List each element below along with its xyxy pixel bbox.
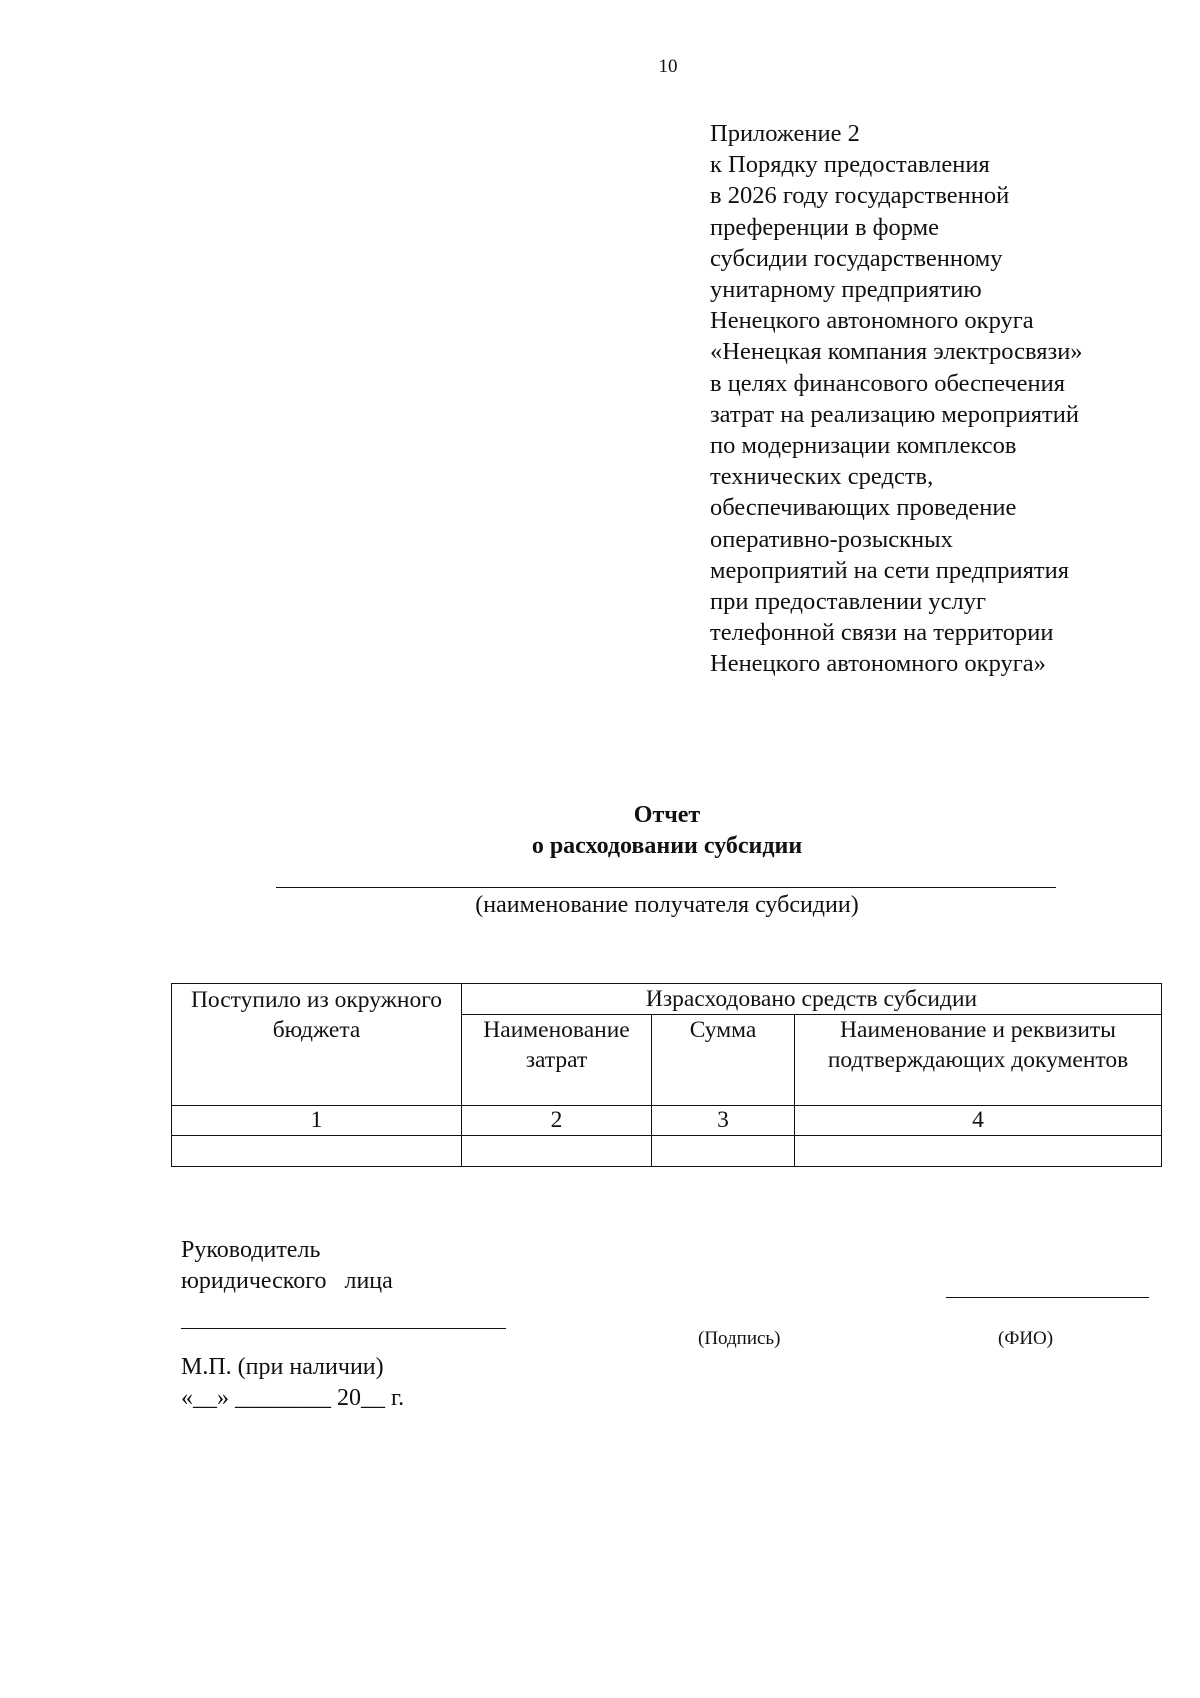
subheader-cost-name: Наименование затрат — [483, 1017, 630, 1073]
subheader-documents: Наименование и реквизиты подтверждающих документов — [827, 1017, 1129, 1073]
column-number: 3 — [652, 1106, 795, 1136]
appendix-line: преференции в форме — [710, 213, 940, 241]
appendix-line: унитарному предприятию — [710, 276, 982, 304]
position-line: юридического лица — [181, 1268, 393, 1294]
position-line: Руководитель — [181, 1237, 321, 1263]
subheader-amount: Сумма — [689, 1017, 757, 1043]
position-signature-line — [181, 1328, 506, 1329]
report-title-block — [0, 800, 1200, 862]
fio-caption: (ФИО) — [998, 1328, 1054, 1349]
appendix-line: затрат на реализацию мероприятий — [710, 400, 1079, 428]
column-number: 1 — [172, 1106, 462, 1136]
stamp-note: М.П. (при наличии) — [181, 1354, 384, 1380]
appendix-line: по модернизации комплексов — [710, 432, 1017, 460]
report-table — [171, 983, 1162, 1167]
subheader-cell — [795, 1015, 1162, 1106]
appendix-header — [710, 118, 1180, 680]
table-row — [172, 1136, 1162, 1167]
table-cell — [652, 1136, 795, 1167]
table-cell — [795, 1136, 1162, 1167]
table-cell — [462, 1136, 652, 1167]
received-header: Поступило из окружного бюджета — [190, 987, 443, 1043]
table-column-numbers-row — [172, 1106, 1162, 1136]
spent-header-cell — [462, 984, 1162, 1015]
appendix-line: при предоставлении услуг — [710, 588, 987, 616]
appendix-line: субсидии государственному — [710, 244, 1003, 272]
date-line: «__» ________ 20__ г. — [181, 1385, 405, 1411]
report-title: Отчет — [633, 802, 701, 828]
fio-signature-line — [946, 1297, 1149, 1298]
appendix-line: Ненецкого автономного округа» — [710, 650, 1046, 678]
appendix-line: мероприятий на сети предприятия — [710, 556, 1069, 584]
appendix-line: «Ненецкая компания электросвязи» — [710, 338, 1083, 366]
appendix-line: в целях финансового обеспечения — [710, 369, 1066, 397]
signatory-position — [181, 1235, 393, 1297]
column-number: 4 — [795, 1106, 1162, 1136]
appendix-line: обеспечивающих проведение — [710, 494, 1017, 522]
report-subtitle: о расходовании субсидии — [531, 833, 803, 859]
page-number: 10 — [658, 56, 678, 77]
table-header-row — [172, 984, 1162, 1015]
subheader-cell — [462, 1015, 652, 1106]
spent-header: Израсходовано средств субсидии — [645, 986, 978, 1012]
received-header-cell — [172, 984, 462, 1106]
recipient-name-line — [276, 887, 1056, 888]
signature-caption: (Подпись) — [698, 1328, 781, 1349]
appendix-line: телефонной связи на территории — [710, 619, 1054, 647]
appendix-line: Ненецкого автономного округа — [710, 307, 1034, 335]
appendix-line: оперативно-розыскных — [710, 525, 953, 553]
table-cell — [172, 1136, 462, 1167]
appendix-line: технических средств, — [710, 463, 934, 491]
appendix-line: Приложение 2 — [710, 120, 860, 147]
recipient-caption: (наименование получателя субсидии) — [475, 892, 859, 918]
column-number: 2 — [462, 1106, 652, 1136]
appendix-line: в 2026 году государственной — [710, 182, 1010, 210]
appendix-line: к Порядку предоставления — [710, 151, 990, 179]
subheader-cell — [652, 1015, 795, 1106]
